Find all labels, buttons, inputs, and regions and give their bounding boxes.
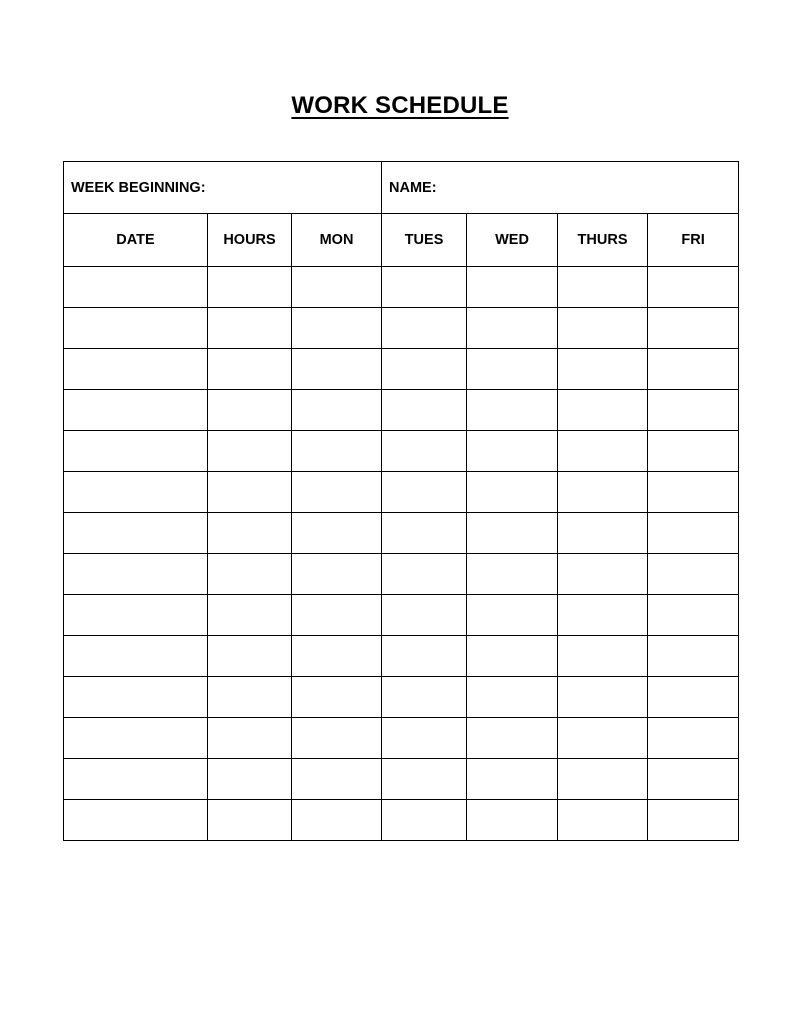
table-cell-wed[interactable] <box>467 636 558 677</box>
table-cell-hours[interactable] <box>208 349 292 390</box>
table-cell-mon[interactable] <box>292 595 382 636</box>
table-cell-thurs[interactable] <box>558 349 648 390</box>
table-cell-tues[interactable] <box>382 349 467 390</box>
table-row <box>64 390 739 431</box>
table-cell-wed[interactable] <box>467 554 558 595</box>
table-row <box>64 718 739 759</box>
column-header-thurs: THURS <box>558 214 648 267</box>
table-cell-mon[interactable] <box>292 800 382 841</box>
table-cell-fri[interactable] <box>648 718 739 759</box>
table-cell-fri[interactable] <box>648 431 739 472</box>
table-cell-thurs[interactable] <box>558 513 648 554</box>
column-header-hours: HOURS <box>208 214 292 267</box>
table-cell-tues[interactable] <box>382 472 467 513</box>
table-row <box>64 349 739 390</box>
table-cell-wed[interactable] <box>467 759 558 800</box>
table-cell-mon[interactable] <box>292 308 382 349</box>
table-cell-date[interactable] <box>64 677 208 718</box>
table-cell-tues[interactable] <box>382 718 467 759</box>
table-cell-wed[interactable] <box>467 595 558 636</box>
table-row <box>64 308 739 349</box>
table-cell-mon[interactable] <box>292 718 382 759</box>
table-cell-tues[interactable] <box>382 759 467 800</box>
name-label[interactable]: NAME: <box>382 162 739 214</box>
table-cell-date[interactable] <box>64 267 208 308</box>
info-row <box>64 162 739 214</box>
table-cell-wed[interactable] <box>467 472 558 513</box>
table-row <box>64 513 739 554</box>
week-beginning-label[interactable]: WEEK BEGINNING: <box>64 162 382 214</box>
table-cell-fri[interactable] <box>648 554 739 595</box>
column-header-mon: MON <box>292 214 382 267</box>
table-cell-mon[interactable] <box>292 759 382 800</box>
table-cell-date[interactable] <box>64 308 208 349</box>
table-cell-mon[interactable] <box>292 677 382 718</box>
table-cell-mon[interactable] <box>292 636 382 677</box>
column-header-tues: TUES <box>382 214 467 267</box>
table-cell-wed[interactable] <box>467 800 558 841</box>
page-title: WORK SCHEDULE <box>291 92 509 119</box>
table-cell-date[interactable] <box>64 800 208 841</box>
column-header-date: DATE <box>64 214 208 267</box>
table-cell-fri[interactable] <box>648 800 739 841</box>
table-cell-thurs[interactable] <box>558 308 648 349</box>
table-cell-fri[interactable] <box>648 513 739 554</box>
table-cell-thurs[interactable] <box>558 390 648 431</box>
table-cell-wed[interactable] <box>467 349 558 390</box>
table-cell-tues[interactable] <box>382 636 467 677</box>
column-header-row <box>64 214 739 267</box>
table-cell-thurs[interactable] <box>558 431 648 472</box>
table-cell-hours[interactable] <box>208 554 292 595</box>
table-row <box>64 759 739 800</box>
table-cell-tues[interactable] <box>382 431 467 472</box>
table-row <box>64 554 739 595</box>
table-row <box>64 677 739 718</box>
table-cell-thurs[interactable] <box>558 472 648 513</box>
table-cell-hours[interactable] <box>208 759 292 800</box>
table-cell-mon[interactable] <box>292 390 382 431</box>
table-row <box>64 595 739 636</box>
table-row <box>64 800 739 841</box>
table-cell-date[interactable] <box>64 472 208 513</box>
table-cell-fri[interactable] <box>648 308 739 349</box>
table-cell-date[interactable] <box>64 431 208 472</box>
table-cell-wed[interactable] <box>467 431 558 472</box>
table-cell-hours[interactable] <box>208 513 292 554</box>
table-cell-tues[interactable] <box>382 800 467 841</box>
schedule-table <box>63 161 739 841</box>
table-cell-tues[interactable] <box>382 677 467 718</box>
table-cell-fri[interactable] <box>648 267 739 308</box>
table-cell-wed[interactable] <box>467 677 558 718</box>
table-cell-fri[interactable] <box>648 472 739 513</box>
table-cell-tues[interactable] <box>382 308 467 349</box>
table-cell-hours[interactable] <box>208 267 292 308</box>
table-cell-wed[interactable] <box>467 308 558 349</box>
table-row <box>64 636 739 677</box>
table-cell-thurs[interactable] <box>558 636 648 677</box>
table-cell-thurs[interactable] <box>558 595 648 636</box>
table-cell-date[interactable] <box>64 554 208 595</box>
table-cell-date[interactable] <box>64 595 208 636</box>
table-row <box>64 472 739 513</box>
column-header-fri: FRI <box>648 214 739 267</box>
table-cell-mon[interactable] <box>292 349 382 390</box>
table-cell-wed[interactable] <box>467 718 558 759</box>
table-cell-tues[interactable] <box>382 554 467 595</box>
table-cell-fri[interactable] <box>648 595 739 636</box>
table-cell-hours[interactable] <box>208 800 292 841</box>
table-cell-thurs[interactable] <box>558 718 648 759</box>
table-cell-mon[interactable] <box>292 431 382 472</box>
table-cell-wed[interactable] <box>467 390 558 431</box>
table-cell-date[interactable] <box>64 390 208 431</box>
table-cell-tues[interactable] <box>382 390 467 431</box>
table-cell-date[interactable] <box>64 349 208 390</box>
table-cell-hours[interactable] <box>208 431 292 472</box>
table-cell-hours[interactable] <box>208 718 292 759</box>
table-cell-mon[interactable] <box>292 554 382 595</box>
table-cell-hours[interactable] <box>208 472 292 513</box>
table-cell-tues[interactable] <box>382 595 467 636</box>
table-cell-date[interactable] <box>64 759 208 800</box>
column-header-wed: WED <box>467 214 558 267</box>
table-cell-thurs[interactable] <box>558 267 648 308</box>
table-cell-tues[interactable] <box>382 513 467 554</box>
table-cell-mon[interactable] <box>292 472 382 513</box>
table-cell-hours[interactable] <box>208 677 292 718</box>
table-cell-mon[interactable] <box>292 267 382 308</box>
table-cell-hours[interactable] <box>208 595 292 636</box>
table-cell-thurs[interactable] <box>558 759 648 800</box>
table-cell-thurs[interactable] <box>558 554 648 595</box>
table-cell-tues[interactable] <box>382 267 467 308</box>
table-cell-thurs[interactable] <box>558 800 648 841</box>
table-row <box>64 431 739 472</box>
table-cell-mon[interactable] <box>292 513 382 554</box>
table-cell-wed[interactable] <box>467 267 558 308</box>
table-cell-date[interactable] <box>64 718 208 759</box>
table-cell-fri[interactable] <box>648 390 739 431</box>
table-cell-date[interactable] <box>64 636 208 677</box>
table-cell-fri[interactable] <box>648 636 739 677</box>
table-cell-fri[interactable] <box>648 349 739 390</box>
table-cell-fri[interactable] <box>648 759 739 800</box>
table-cell-hours[interactable] <box>208 390 292 431</box>
table-cell-thurs[interactable] <box>558 677 648 718</box>
table-cell-hours[interactable] <box>208 308 292 349</box>
table-cell-date[interactable] <box>64 513 208 554</box>
table-row <box>64 267 739 308</box>
table-cell-wed[interactable] <box>467 513 558 554</box>
table-cell-hours[interactable] <box>208 636 292 677</box>
table-cell-fri[interactable] <box>648 677 739 718</box>
